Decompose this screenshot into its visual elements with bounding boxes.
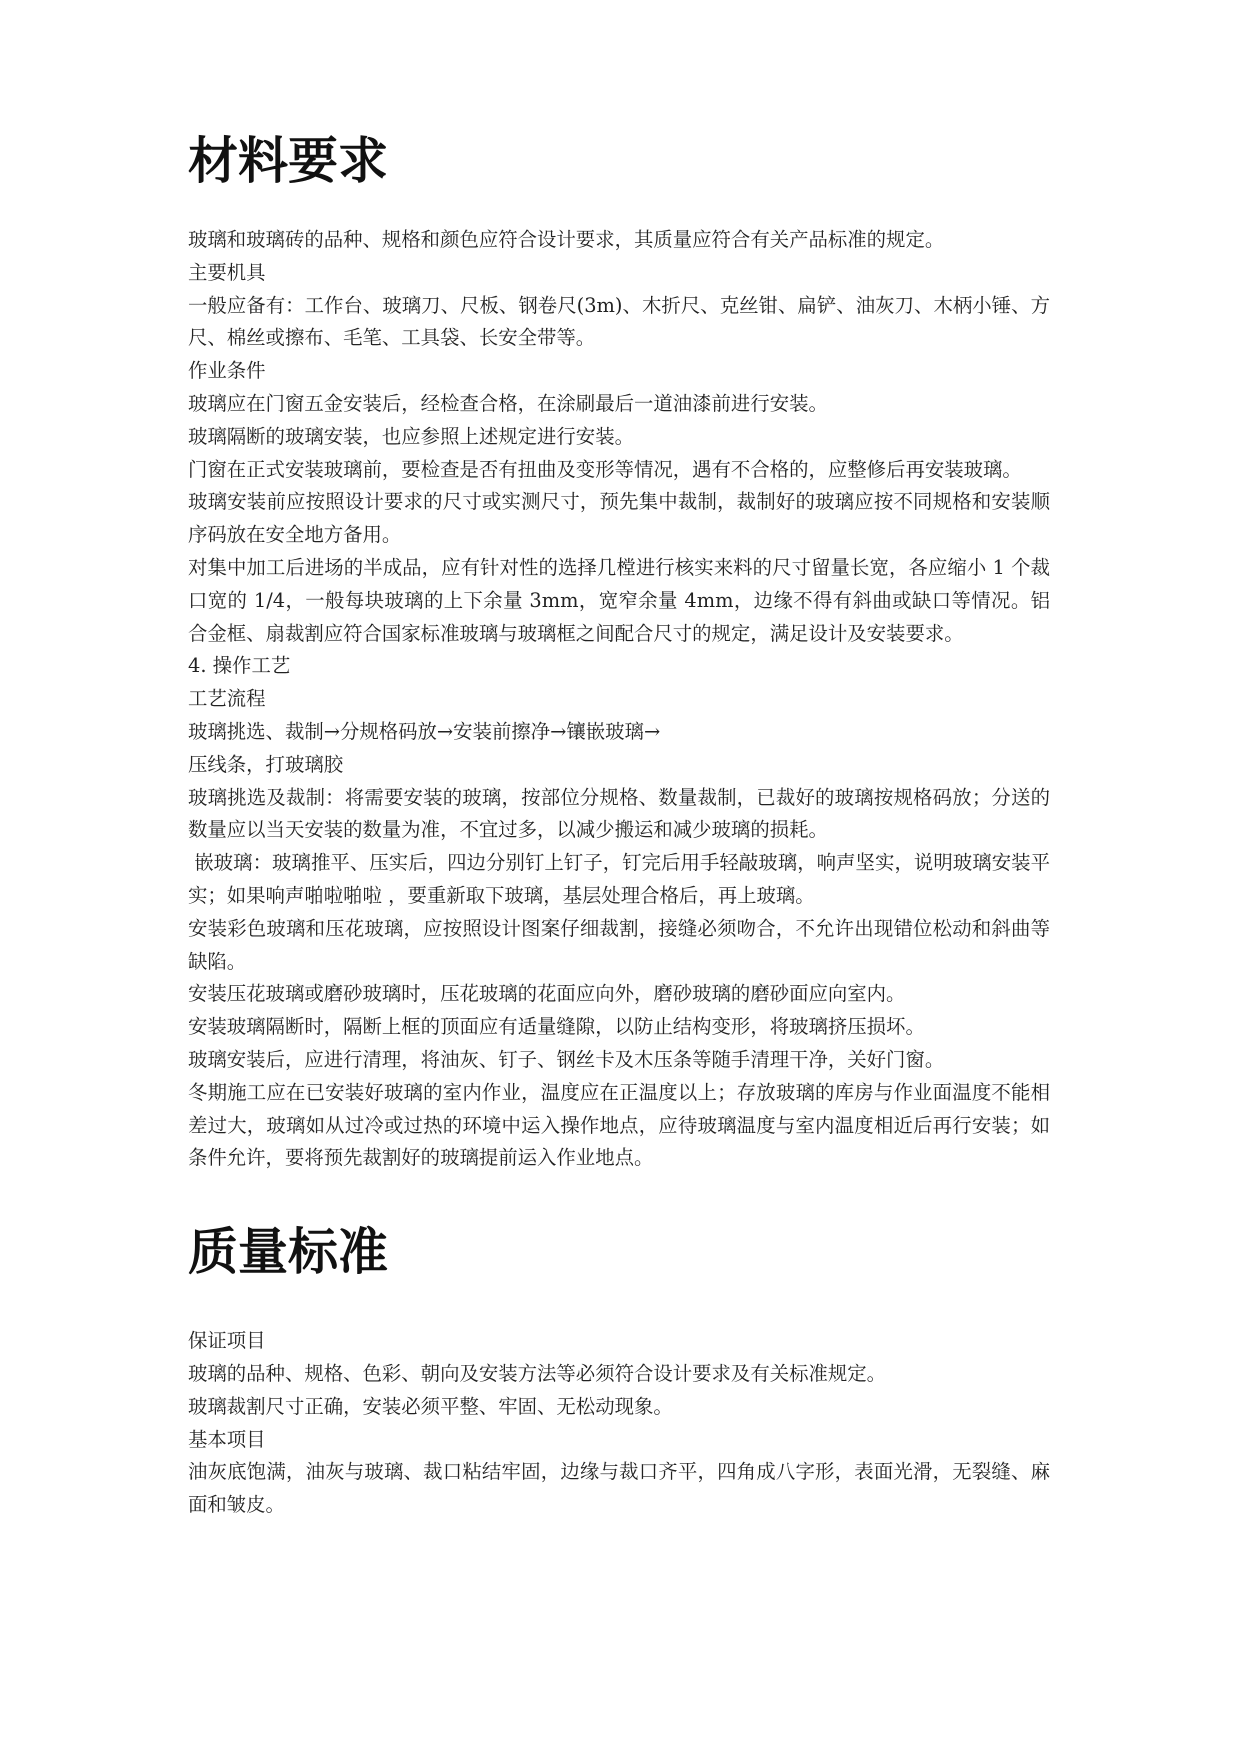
paragraph: 玻璃挑选及裁制：将需要安装的玻璃，按部位分规格、数量裁制，已裁好的玻璃按规格码放；分送的数量应以当天安装的数量为准，不宜过多，以减少搬运和减少玻璃的损耗。 <box>188 785 1050 842</box>
subheading-operation-process: 4. 操作工艺 <box>188 654 291 678</box>
paragraph: 玻璃的品种、规格、色彩、朝向及安装方法等必须符合设计要求及有关标准规定。 <box>188 1361 887 1385</box>
paragraph: 安装玻璃隔断时，隔断上框的顶面应有适量缝隙，以防止结构变形，将玻璃挤压损坏。 <box>188 1015 925 1039</box>
paragraph: 玻璃安装后，应进行清理，将油灰、钉子、钢丝卡及木压条等随手清理干净，关好门窗。 <box>188 1047 945 1071</box>
paragraph: 对集中加工后进场的半成品，应有针对性的选择几樘进行核实来料的尺寸留量长宽，各应缩小 1 个裁口宽的 1/4，一般每块玻璃的上下余量 3mm，宽窄余量 4mm，边缘不得有斜曲或缺口等情况。铝合金框、扇裁割应符合国家标准玻璃与玻璃框之间配合尺寸的规定，满足设计及安装要求。 <box>188 555 1050 645</box>
paragraph: 安装压花玻璃或磨砂玻璃时，压花玻璃的花面应向外，磨砂玻璃的磨砂面应向室内。 <box>188 982 906 1006</box>
subheading-main-tools: 主要机具 <box>188 260 266 284</box>
subheading-guarantee-items: 保证项目 <box>188 1329 266 1353</box>
paragraph: 玻璃隔断的玻璃安装，也应参照上述规定进行安装。 <box>188 424 634 448</box>
paragraph: 安装彩色玻璃和压花玻璃，应按照设计图案仔细裁割，接缝必须吻合，不允许出现错位松动和斜曲等缺陷。 <box>188 916 1050 973</box>
paragraph: 玻璃裁割尺寸正确，安装必须平整、牢固、无松动现象。 <box>188 1394 673 1418</box>
section-title-materials: 材料要求 <box>188 132 388 190</box>
paragraph: 玻璃和玻璃砖的品种、规格和颜色应符合设计要求，其质量应符合有关产品标准的规定。 <box>188 228 945 251</box>
paragraph: 玻璃安装前应按照设计要求的尺寸或实测尺寸，预先集中裁制，裁制好的玻璃应按不同规格和安装顺序码放在安全地方备用。 <box>188 490 1050 547</box>
paragraph: 门窗在正式安装玻璃前，要检查是否有扭曲及变形等情况，遇有不合格的，应整修后再安装玻璃。 <box>188 457 1022 481</box>
subheading-basic-items: 基本项目 <box>188 1427 266 1451</box>
document-content <box>188 118 1050 1522</box>
paragraph: 玻璃应在门窗五金安装后，经检查合格，在涂刷最后一道油漆前进行安装。 <box>188 391 828 415</box>
process-flow-line-2: 压线条，打玻璃胶 <box>188 752 344 776</box>
section-title-quality: 质量标准 <box>188 1223 388 1282</box>
subheading-process-flow: 工艺流程 <box>188 687 266 711</box>
paragraph: 嵌玻璃：玻璃推平、压实后，四边分别钉上钉子，钉完后用手轻敲玻璃，响声坚实，说明玻璃安装平实；如果响声啪啦啪啦 ，要重新取下玻璃，基层处理合格后，再上玻璃。 <box>188 851 1051 907</box>
paragraph: 冬期施工应在已安装好玻璃的室内作业，温度应在正温度以上；存放玻璃的库房与作业面温度不能相差过大，玻璃如从过冷或过热的环境中运入操作地点，应待玻璃温度与室内温度相近后再行安装；如条件允许，要将预先裁割好的玻璃提前运入作业地点。 <box>188 1080 1050 1170</box>
section-body-materials <box>188 224 1050 1175</box>
subheading-work-conditions: 作业条件 <box>188 359 266 383</box>
process-flow-line-1: 玻璃挑选、裁制→分规格码放→安装前擦净→镶嵌玻璃→ <box>188 719 661 743</box>
paragraph: 油灰底饱满，油灰与玻璃、裁口粘结牢固，边缘与裁口齐平，四角成八字形，表面光滑，无裂缝、麻面和皱皮。 <box>188 1460 1050 1517</box>
section-body-quality <box>188 1325 1050 1522</box>
paragraph: 一般应备有：工作台、玻璃刀、尺板、钢卷尺(3m)、木折尺、克丝钳、扁铲、油灰刀、木柄小锤、方尺、棉丝或擦布、毛笔、工具袋、长安全带等。 <box>188 293 1050 350</box>
